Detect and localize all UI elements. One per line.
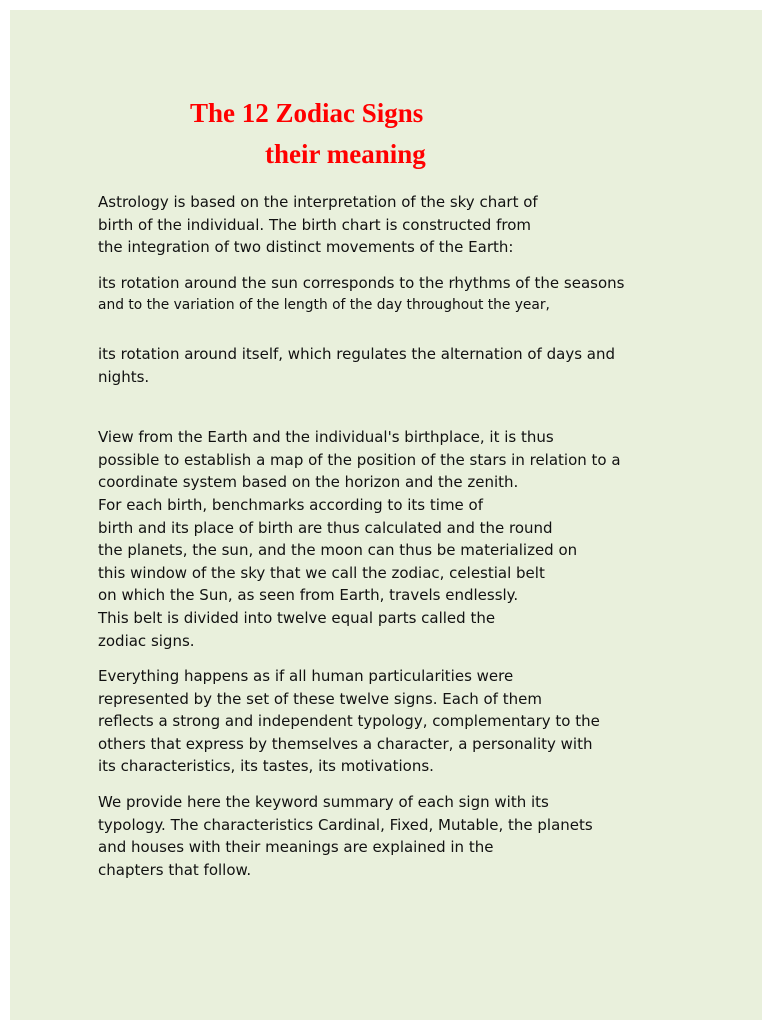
text-line: others that express by themselves a character, a personality with [98, 734, 593, 753]
text-line: This belt is divided into twelve equal parts called the [98, 608, 496, 627]
text-line: on which the Sun, as seen from Earth, travels endlessly. [98, 586, 519, 605]
text-line: possible to establish a map of the position of the stars in relation to a [98, 450, 621, 469]
page-title: The 12 Zodiac Signs [190, 98, 424, 128]
text-line: coordinate system based on the horizon and the zenith. [98, 473, 519, 492]
paragraph-intro [98, 191, 738, 259]
text-line: its characteristics, its tastes, its motivations. [98, 757, 434, 776]
text-line: birth of the individual. The birth chart is constructed from [98, 215, 532, 234]
text-line: and houses with their meanings are explained in the [98, 838, 494, 857]
text-line: For each birth, benchmarks according to its time of [98, 495, 484, 514]
document-page [10, 10, 762, 1020]
text-line: Everything happens as if all human particularities were [98, 667, 514, 686]
document-body [98, 191, 738, 881]
page-subtitle: their meaning [265, 139, 426, 169]
paragraph-sun-rotation [98, 272, 738, 317]
paragraph-self-rotation [98, 343, 738, 388]
paragraph-keyword-summary [98, 791, 738, 881]
text-line: the planets, the sun, and the moon can thus be materialized on [98, 541, 578, 560]
paragraph-human-particularities [98, 665, 738, 778]
text-line: Astrology is based on the interpretation of the sky chart of [98, 193, 538, 211]
text-line: represented by the set of these twelve signs. Each of them [98, 689, 542, 708]
text-line: its rotation around itself, which regulates the alternation of days and [98, 344, 615, 363]
text-line: birth and its place of birth are thus calculated and the round [98, 518, 553, 537]
text-line: chapters that follow. [98, 860, 252, 879]
text-line: its rotation around the sun corresponds to the rhythms of the seasons [98, 273, 625, 292]
text-line: and to the variation of the length of the day throughout the year, [98, 297, 550, 314]
text-line: this window of the sky that we call the zodiac, celestial belt [98, 563, 545, 582]
text-line: reflects a strong and independent typology, complementary to the [98, 712, 600, 731]
text-line: zodiac signs. [98, 631, 195, 650]
text-line: nights. [98, 367, 150, 386]
text-line: typology. The characteristics Cardinal, Fixed, Mutable, the planets [98, 815, 593, 834]
text-line: We provide here the keyword summary of each sign with its [98, 793, 549, 812]
text-line: the integration of two distinct movements of the Earth: [98, 238, 514, 257]
paragraph-view-from-earth [98, 426, 738, 652]
text-line: View from the Earth and the individual's birthplace, it is thus [98, 428, 554, 447]
